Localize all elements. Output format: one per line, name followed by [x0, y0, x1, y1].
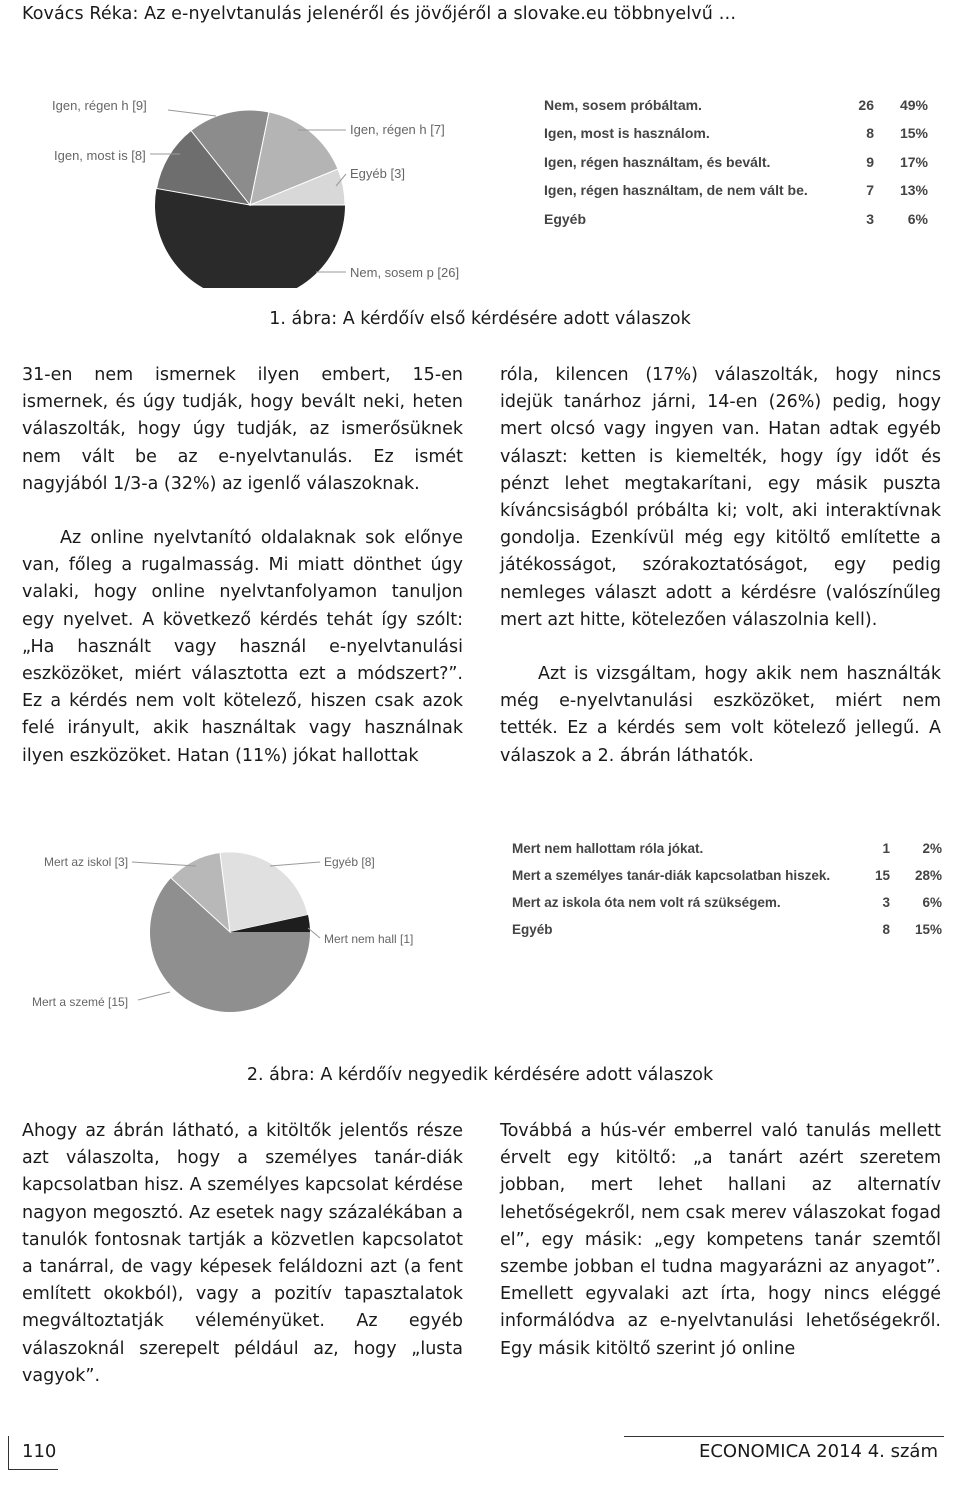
legend-label: Mert nem hallottam róla jókat.	[512, 841, 704, 856]
legend-percent: 15%	[899, 125, 928, 141]
pie-label-igen-most-8: Igen, most is [8]	[54, 148, 146, 163]
right-column-1	[500, 362, 941, 770]
legend-count: 15	[874, 868, 890, 883]
legend-percent: 13%	[899, 182, 928, 198]
page-number: 110	[22, 1441, 57, 1462]
running-header: Kovács Réka: Az e-nyelvtanulás jelenéről és jövőjéről a slovake.eu többnyelvű …	[22, 4, 737, 24]
footer-rule-right	[624, 1436, 944, 1437]
pie-label-iskol: Mert az iskol [3]	[44, 855, 129, 869]
legend-row	[544, 179, 934, 201]
left-column-1	[22, 362, 463, 770]
left-column-2	[22, 1118, 463, 1390]
pie-label-igen-regen-9: Igen, régen h [9]	[52, 98, 147, 113]
legend-count: 8	[866, 125, 874, 141]
legend-count: 8	[882, 922, 890, 937]
legend-count: 9	[866, 154, 874, 170]
legend-count: 7	[866, 182, 874, 198]
pie-label-szeme: Mert a szemé [15]	[32, 995, 129, 1009]
legend-percent: 6%	[922, 895, 942, 910]
footer-rule-left	[8, 1469, 58, 1470]
legend-label: Igen, most is használom.	[544, 125, 710, 141]
legend-percent: 28%	[914, 868, 942, 883]
pie-label-nem-26: Nem, sosem p [26]	[350, 265, 460, 280]
paragraph: Továbbá a hús-vér emberrel való tanulás mellett érvelt egy kitöltő: „a tanárt azért szeretem jobban, mert lehet hallani az alternatív lehetőségekről, nem csak merev válaszokat fogad el”, egy másik: „egy kompetens tanár szemtől szembe jobban el tudna magyarázni az anyagot”. Emellett egyvalaki azt írta, hogy nincs eléggé informálódva az e-nyelvtanulási lehetőségekről. Egy másik kitöltő szerint jó online	[500, 1121, 941, 1359]
legend-count: 3	[882, 895, 890, 910]
legend-row	[512, 892, 942, 914]
legend-label: Igen, régen használtam, és bevált.	[544, 154, 771, 170]
legend-percent: 6%	[907, 211, 928, 227]
legend-label: Mert az iskola óta nem volt rá szükségem.	[512, 895, 781, 910]
paragraph: 31-en nem ismernek ilyen embert, 15-en ismernek, és úgy tudják, hogy bevált neki, heten válaszolták, hogy úgy tudják, az ismerősüknek nem vált be az e-nyelvtanulás. Ez ismét nagyjából 1/3-a (32%) az igenlő válaszoknak.	[22, 365, 463, 494]
legend-row	[544, 208, 934, 230]
figure-2-legend	[512, 838, 952, 948]
pie-label-egyeb-3: Egyéb [3]	[350, 166, 405, 181]
pie-label-igen-regen-7: Igen, régen h [7]	[350, 122, 445, 137]
figure-1-pie	[20, 88, 460, 288]
legend-count: 3	[866, 211, 874, 227]
legend-row	[512, 865, 942, 887]
legend-label: Egyéb	[544, 211, 587, 227]
pie-label-nem-hall: Mert nem hall [1]	[324, 932, 414, 946]
figure-1-legend	[544, 94, 944, 234]
legend-row	[544, 151, 934, 173]
legend-percent: 2%	[922, 841, 942, 856]
legend-percent: 17%	[899, 154, 928, 170]
footer-rule-left-vertical	[8, 1436, 10, 1470]
paragraph: Az online nyelvtanító oldalaknak sok előnye van, főleg a rugalmasság. Mi miatt dönthet úgy valaki, hogy online nyelvtanfolyamon tanuljon egy nyelvet. A következő kérdés tehát így szólt: „Ha használt vagy használ e-nyelvtanulási eszközöket, miért választotta ezt a módszert?”. Ez a kérdés nem volt kötelező, hiszen csak azok felé irányult, akik használtak vagy használnak ilyen eszközöket. Hatan (11%) jókat hallottak	[22, 528, 463, 766]
legend-row	[512, 838, 942, 860]
figure-2-caption: 2. ábra: A kérdőív negyedik kérdésére adott válaszok	[246, 1065, 714, 1085]
legend-row	[512, 919, 942, 941]
legend-percent: 15%	[914, 922, 942, 937]
figure-2-pie	[20, 846, 480, 1016]
paragraph: Azt is vizsgáltam, hogy akik nem használták még e-nyelvtanulási eszközöket, miért nem tették. Ez a kérdés sem volt kötelező jellegű. A válaszok a 2. ábrán láthatók.	[500, 664, 941, 766]
figure-2	[20, 846, 480, 1016]
legend-row	[544, 122, 934, 144]
legend-count: 26	[858, 97, 874, 113]
pie-label-egyeb: Egyéb [8]	[324, 855, 375, 869]
journal-name: ECONOMICA 2014 4. szám	[698, 1441, 938, 1462]
figure-1-caption: 1. ábra: A kérdőív első kérdésére adott válaszok	[269, 309, 691, 329]
legend-label: Nem, sosem próbáltam.	[544, 97, 702, 113]
paragraph: róla, kilencen (17%) válaszolták, hogy nincs idejük tanárhoz járni, 14-en (26%) pedig, hogy mert olcsó vagy ingyen van. Hatan adtak egyéb választ: ketten is kiemelték, hogy így időt és pénzt lehet megtakarítani, egy másik puszta kíváncsiságból próbálta ki; volt, aki interaktívnak gondolja. Ezenkívül még egy kitöltő említette a játékosságot, szórakoztatóságot, egy pedig nemleges választ adott a kérdésre (valószínűleg mert azt hitte, kötelezően válaszolnia kell).	[500, 365, 941, 630]
right-column-2	[500, 1118, 941, 1363]
paragraph: Ahogy az ábrán látható, a kitöltők jelentős része azt válaszolta, hogy a személyes tanár-diák kapcsolatban hisz. A személyes kapcsolat kérdése nagyon megosztó. Az esetek nagy százalékában a tanulók fontosnak tartják a közvetlen kapcsolatot a tanárral, de vagy képesek feláldozni azt (a fent említett okokból), vagy a pozitív tapasztalatok megváltoztatják véleményüket. Az egyéb válaszoknál szerepelt például az, hogy „lusta vagyok”.	[22, 1121, 463, 1386]
legend-label: Egyéb	[512, 922, 553, 937]
legend-count: 1	[882, 841, 890, 856]
legend-label: Igen, régen használtam, de nem vált be.	[544, 182, 808, 198]
legend-label: Mert a személyes tanár-diák kapcsolatban hiszek.	[512, 868, 831, 883]
legend-row	[544, 94, 934, 116]
legend-percent: 49%	[899, 97, 928, 113]
